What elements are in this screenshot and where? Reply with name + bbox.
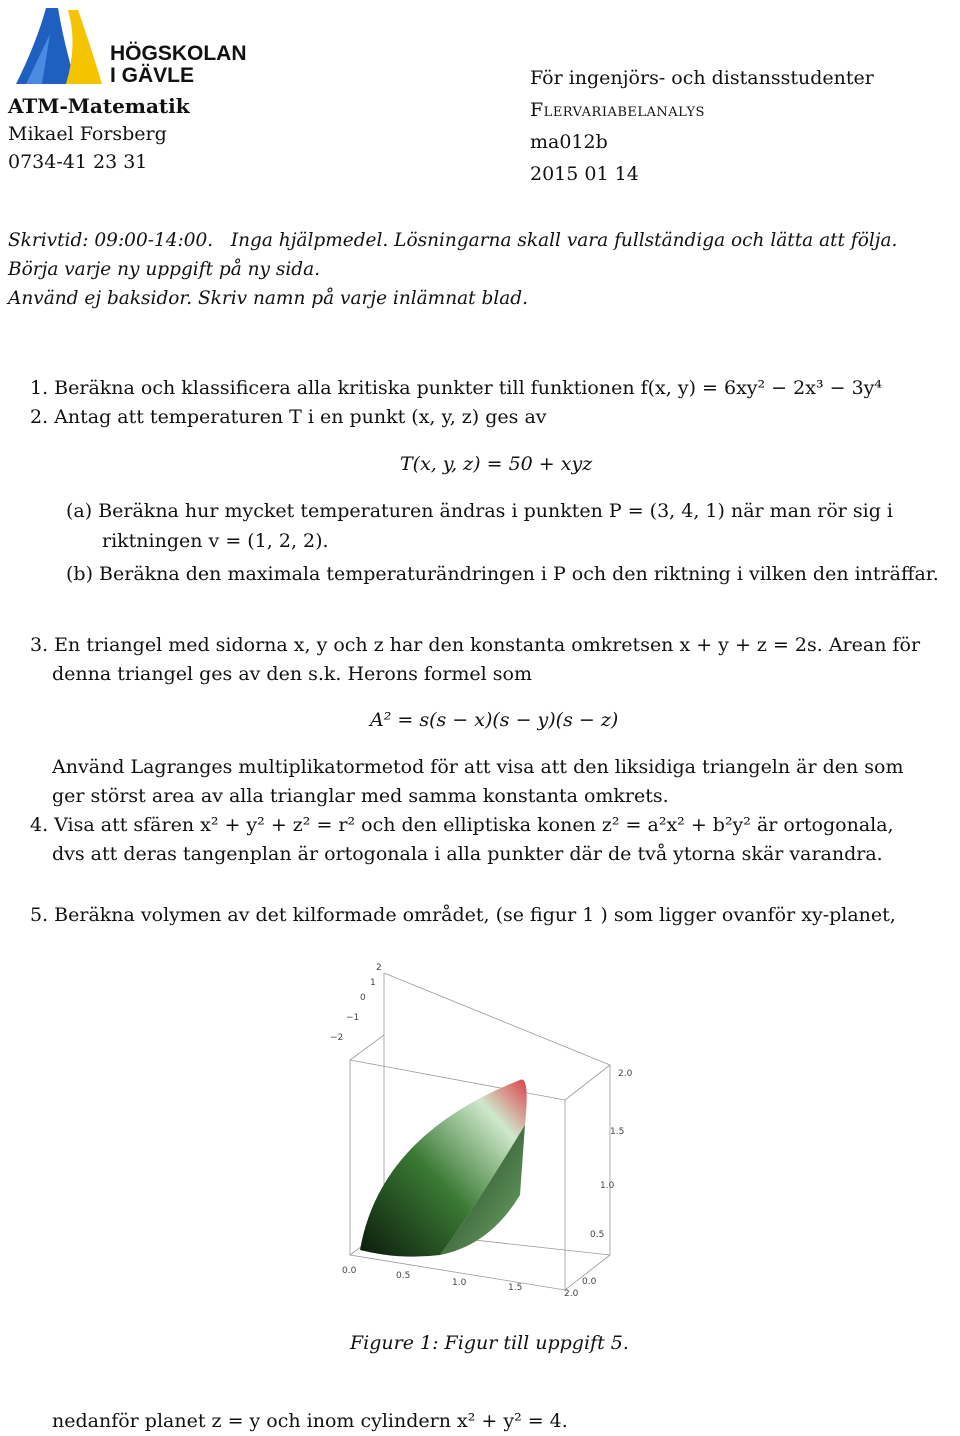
hogskolan-logo bbox=[6, 4, 251, 86]
problem-2b: (b) Beräkna den maximala temperaturändringen i P och den riktning i vilken den inträffar. bbox=[66, 563, 939, 585]
course-code: ma012b bbox=[530, 131, 608, 153]
x-tick-1: 0.5 bbox=[396, 1271, 411, 1281]
z-tick-left-0: 2 bbox=[376, 963, 382, 973]
teacher-name: Mikael Forsberg bbox=[8, 123, 167, 145]
problem-3-line-1: 3. En triangel med sidorna x, y och z har den konstanta omkretsen x + y + z = 2s. Arean för bbox=[30, 634, 921, 656]
problem-1: 1. Beräkna och klassificera alla kritiska punkter till funktionen f(x, y) = 6xy² − 2x³ − 3y⁴ bbox=[30, 377, 883, 399]
x-tick-3: 1.5 bbox=[508, 1283, 523, 1293]
figure-caption: Figure 1: Figur till uppgift 5. bbox=[350, 1332, 629, 1354]
x-tick-0: 0.0 bbox=[342, 1266, 357, 1276]
problem-3-line-3: Använd Lagranges multiplikatormetod för att visa att den liksidiga triangeln är den som bbox=[52, 756, 904, 778]
logo-text-1: HÖGSKOLAN bbox=[110, 42, 247, 65]
instructions-line-1: Skrivtid: 09:00-14:00. Inga hjälpmedel. Lösningarna skall vara fullständiga och lätta att följa. bbox=[8, 230, 898, 251]
problem-4-line-2: dvs att deras tangenplan är ortogonala i alla punkter där de två ytorna skär varandra. bbox=[52, 843, 883, 865]
problem-4-line-1: 4. Visa att sfären x² + y² + z² = r² och den elliptiska konen z² = a²x² + b²y² är ortogonala, bbox=[30, 814, 894, 836]
problem-5-line-2: nedanför planet z = y och inom cylindern x² + y² = 4. bbox=[52, 1410, 568, 1432]
phone-number: 0734-41 23 31 bbox=[8, 151, 148, 173]
instructions bbox=[8, 226, 897, 313]
x-tick-4: 2.0 bbox=[564, 1289, 579, 1299]
wedge-figure bbox=[320, 955, 640, 1310]
z-tick-right-3: 0.5 bbox=[590, 1230, 605, 1240]
z-tick-right-0: 2.0 bbox=[618, 1069, 633, 1079]
instructions-line-3: Använd ej baksidor. Skriv namn på varje inlämnat blad. bbox=[8, 288, 528, 309]
dept-name: ATM-Matematik bbox=[8, 94, 190, 118]
z-tick-left-3: −1 bbox=[346, 1013, 360, 1023]
z-tick-right-1: 1.5 bbox=[610, 1127, 625, 1137]
audience: För ingenjörs- och distansstudenter bbox=[530, 67, 874, 89]
z-tick-right-4: 0.0 bbox=[582, 1277, 597, 1287]
problem-3-line-2: denna triangel ges av den s.k. Herons formel som bbox=[52, 663, 532, 685]
problem-3-line-4: ger störst area av alla trianglar med samma konstanta omkrets. bbox=[52, 785, 669, 807]
header-left bbox=[8, 92, 190, 176]
header-right bbox=[530, 62, 874, 190]
z-tick-left-4: −2 bbox=[330, 1033, 344, 1043]
problem-3-formula: A² = s(s − x)(s − y)(s − z) bbox=[370, 709, 619, 731]
exam-date: 2015 01 14 bbox=[530, 163, 639, 185]
problem-2a-line-2: riktningen v = (1, 2, 2). bbox=[102, 530, 329, 552]
problem-5-line-1: 5. Beräkna volymen av det kilformade området, (se figur 1 ) som ligger ovanför xy-planet, bbox=[30, 904, 896, 926]
logo-text-2: I GÄVLE bbox=[110, 64, 195, 86]
z-tick-right-2: 1.0 bbox=[600, 1181, 615, 1191]
x-tick-2: 1.0 bbox=[452, 1278, 467, 1288]
z-tick-left-1: 1 bbox=[370, 978, 376, 988]
course-name: Flervariabelanalys bbox=[530, 99, 705, 121]
z-tick-left-2: 0 bbox=[360, 993, 366, 1003]
problem-2a-line-1: (a) Beräkna hur mycket temperaturen ändras i punkten P = (3, 4, 1) när man rör sig i bbox=[66, 500, 894, 522]
instructions-line-2: Börja varje ny uppgift på ny sida. bbox=[8, 259, 321, 280]
problem-2-formula: T(x, y, z) = 50 + xyz bbox=[400, 453, 593, 475]
problem-2-intro: 2. Antag att temperaturen T i en punkt (x, y, z) ges av bbox=[30, 406, 547, 428]
